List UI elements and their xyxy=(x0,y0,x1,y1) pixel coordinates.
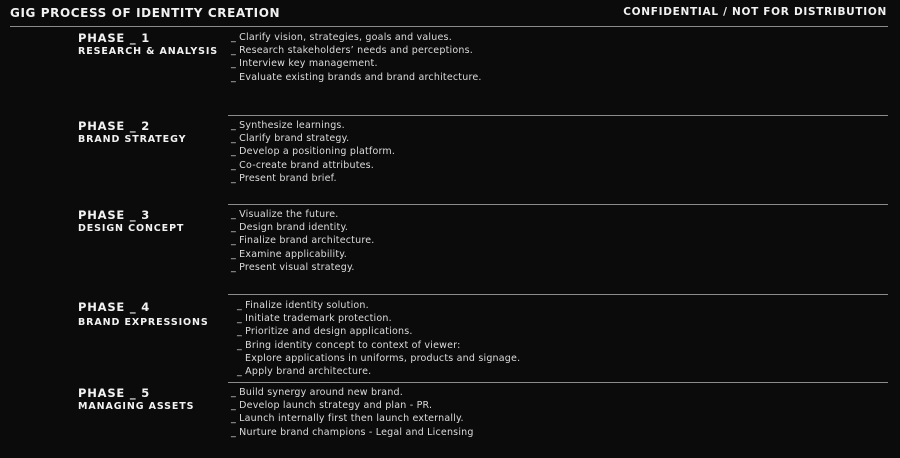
phase-1-item: _ Research stakeholders’ needs and perceptions. xyxy=(231,45,473,57)
phase-4-item: _ Apply brand architecture. xyxy=(237,366,372,378)
phase-4-items xyxy=(237,299,520,378)
confidential-notice: CONFIDENTIAL / NOT FOR DISTRIBUTION xyxy=(623,6,887,18)
phase-4-item: _ Finalize identity solution. xyxy=(237,300,369,311)
phase-4-label: PHASE _ 4 xyxy=(78,300,151,314)
phase-2-item: _ Develop a positioning platform. xyxy=(231,146,396,158)
phase-3-name: DESIGN CONCEPT xyxy=(78,223,185,234)
phase-4-item: Explore applications in uniforms, products and signage. xyxy=(245,352,521,364)
phase-5-item: _ Launch internally first then launch externally. xyxy=(231,413,464,425)
phase-2-name: BRAND STRATEGY xyxy=(78,134,187,145)
phase-1-name: RESEARCH & ANALYSIS xyxy=(78,46,219,57)
phase-1-item: _ Evaluate existing brands and brand architecture. xyxy=(231,71,482,83)
phase-4-item: _ Prioritize and design applications. xyxy=(237,326,413,338)
phase-5-label: PHASE _ 5 xyxy=(78,386,151,400)
page-title: GIG PROCESS OF IDENTITY CREATION xyxy=(10,6,281,20)
phase-3-item: _ Visualize the future. xyxy=(231,209,339,220)
phase-1-label: PHASE _ 1 xyxy=(78,31,151,45)
phase-3-item: _ Finalize brand architecture. xyxy=(231,235,375,247)
phase-5-items xyxy=(231,386,474,439)
phase-1-items xyxy=(231,31,482,84)
phase-3-items xyxy=(231,208,375,274)
phase-2-item: _ Co-create brand attributes. xyxy=(231,159,375,171)
phase-3-item: _ Present visual strategy. xyxy=(231,261,355,273)
phase-4-name: BRAND EXPRESSIONS xyxy=(78,317,209,328)
phase-3-item: _ Examine applicability. xyxy=(231,248,347,260)
phase-2-divider xyxy=(228,115,888,116)
phase-4-item: _ Bring identity concept to context of viewer: xyxy=(237,339,461,351)
phase-5-divider xyxy=(228,382,888,383)
phase-3-divider xyxy=(228,204,888,205)
phase-5-item: _ Nurture brand champions - Legal and Licensing xyxy=(231,426,474,438)
phase-2-items xyxy=(231,119,395,185)
phase-1-item: _ Clarify vision, strategies, goals and values. xyxy=(231,32,452,43)
phase-2-item: _ Synthesize learnings. xyxy=(231,120,345,131)
phase-5-item: _ Build synergy around new brand. xyxy=(231,387,403,398)
phase-2-item: _ Clarify brand strategy. xyxy=(231,133,350,145)
phase-1-item: _ Interview key management. xyxy=(231,58,378,70)
phase-5-item: _ Develop launch strategy and plan - PR. xyxy=(231,400,433,412)
phase-3-label: PHASE _ 3 xyxy=(78,208,151,222)
header-divider xyxy=(10,26,888,27)
page-header xyxy=(0,0,900,27)
phase-3-item: _ Design brand identity. xyxy=(231,222,349,234)
phase-4-divider xyxy=(228,294,888,295)
phase-2-label: PHASE _ 2 xyxy=(78,119,151,133)
phase-2-item: _ Present brand brief. xyxy=(231,172,337,184)
phase-4-item: _ Initiate trademark protection. xyxy=(237,313,392,325)
phase-5-name: MANAGING ASSETS xyxy=(78,401,195,412)
